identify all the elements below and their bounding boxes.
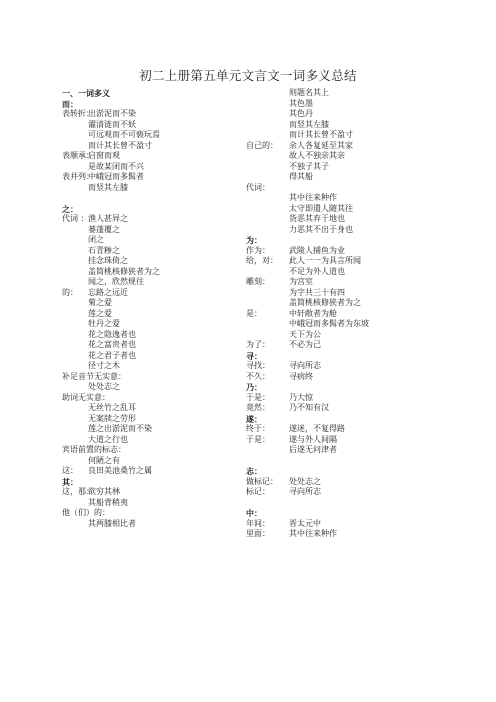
- example-sentence: 启窗而观: [88, 151, 120, 160]
- example-sentence: 寻向所志: [289, 361, 321, 370]
- entry-row: [62, 109, 262, 120]
- meaning-label: 表并列：: [62, 172, 94, 181]
- example-sentence: 是故某闭而不兴: [88, 161, 144, 171]
- meaning-label: 表顺承：: [62, 151, 94, 160]
- entry-row: [62, 319, 262, 330]
- meaning-label: 自己的：: [246, 140, 278, 150]
- example-sentence: 牡丹之爱: [88, 319, 120, 328]
- entry-row: [62, 172, 262, 183]
- meaning-label: 是：: [246, 308, 262, 318]
- entry-row: [62, 151, 262, 162]
- section-heading: [246, 466, 456, 477]
- entry-row: [62, 193, 262, 204]
- entry-row: [246, 183, 456, 194]
- entry-row: [62, 498, 262, 509]
- example-sentence: 欲穷其林: [88, 487, 120, 496]
- example-sentence: 中轩敞者为舱: [289, 308, 337, 318]
- entry-row: [62, 519, 262, 530]
- entry-row: [62, 120, 262, 131]
- example-sentence: 为字共三十有四: [289, 287, 345, 297]
- meaning-label: 表转折：: [62, 109, 94, 118]
- entry-row: [246, 319, 456, 330]
- example-sentence: 无案牍之劳形: [88, 413, 136, 423]
- section-heading: [246, 351, 456, 362]
- entry-row: [246, 477, 456, 488]
- entry-row: [246, 246, 456, 257]
- example-sentence: 寻向所志: [289, 487, 321, 496]
- entry-row: [62, 246, 262, 257]
- example-sentence: 得其船: [289, 172, 313, 181]
- example-sentence: 莲之爱: [88, 308, 112, 318]
- entry-row: [62, 225, 262, 236]
- entry-row: [246, 151, 456, 162]
- entry-row: [62, 361, 262, 372]
- entry-row: [246, 277, 456, 288]
- entry-row: [62, 403, 262, 414]
- entry-row: [62, 445, 262, 456]
- meaning-label: 的：: [62, 287, 78, 297]
- entry-row: [246, 162, 456, 173]
- right-column: [246, 88, 456, 540]
- meaning-label: 他（们）的：: [62, 508, 110, 517]
- entry-row: [246, 361, 456, 372]
- example-sentence: 其色丹: [289, 109, 313, 118]
- example-sentence: 闭之: [88, 235, 104, 244]
- example-sentence: 石青糁之: [88, 245, 120, 255]
- heading-label: 为：: [246, 235, 262, 245]
- example-sentence: 后遂无问津者: [289, 445, 337, 454]
- section-heading: [246, 235, 456, 246]
- meaning-label: 这，那：: [62, 487, 94, 496]
- entry-row: [62, 351, 262, 362]
- entry-row: [246, 130, 456, 141]
- entry-row: [62, 256, 262, 267]
- example-sentence: 而竖其左膝: [88, 182, 128, 192]
- example-sentence: 菊之爱: [88, 298, 112, 307]
- example-sentence: 盖简桃核修狭者为之: [289, 298, 361, 307]
- section-heading: [62, 88, 262, 99]
- example-sentence: 不足为外人道也: [289, 266, 345, 276]
- heading-label: 之：: [62, 203, 78, 214]
- example-sentence: 良田美池桑竹之属: [88, 466, 152, 475]
- entry-row: [62, 466, 262, 477]
- meaning-label: 于是：: [246, 392, 270, 402]
- example-sentence: 盖简桃核修狭者为之: [88, 266, 160, 276]
- example-sentence: 何陋之有: [88, 455, 120, 465]
- meaning-label: 年间：: [246, 518, 270, 528]
- entry-row: [246, 435, 456, 446]
- meaning-label: 里面：: [246, 529, 270, 538]
- example-sentence: 花之隐逸者也: [88, 329, 136, 339]
- entry-row: [62, 183, 262, 194]
- example-sentence: 其两膝相比者: [88, 518, 136, 528]
- entry-row: [62, 267, 262, 278]
- meaning-label: 代词 ：: [62, 214, 89, 223]
- example-sentence: 遂迷，不复得路: [289, 424, 345, 433]
- meaning-label: 寻找：: [246, 361, 270, 370]
- meaning-label: 终于：: [246, 424, 270, 433]
- entry-row: [246, 204, 456, 215]
- example-sentence: 遂与外人间隔: [289, 434, 337, 444]
- entry-row: [246, 519, 456, 530]
- entry-row: [246, 487, 456, 498]
- entry-row: [246, 141, 456, 152]
- example-sentence: 武陵人捕鱼为业: [289, 245, 345, 255]
- entry-row: [246, 88, 456, 99]
- section-heading: [62, 477, 262, 488]
- example-sentence: 忘路之远近: [88, 287, 128, 297]
- example-sentence: 货恶其弃于地也: [289, 214, 345, 223]
- example-sentence: 其色墨: [289, 98, 313, 108]
- entry-row: [246, 256, 456, 267]
- meaning-label: 作为：: [246, 245, 270, 255]
- entry-row: [62, 235, 262, 246]
- example-sentence: 花之君子者也: [88, 350, 136, 360]
- section-heading: [246, 414, 456, 425]
- entry-row: [246, 120, 456, 131]
- example-sentence: 此人一一为具言所闻: [289, 256, 361, 265]
- entry-row: [246, 456, 456, 467]
- entry-row: [246, 393, 456, 404]
- meaning-label: 这：: [62, 466, 78, 475]
- meaning-label: 给，对：: [246, 256, 278, 265]
- entry-row: [62, 435, 262, 446]
- example-sentence: 其中往来种作: [289, 529, 337, 538]
- entry-row: [62, 214, 262, 225]
- meaning-label: 雕刻：: [246, 277, 270, 286]
- meaning-label: 做标记：: [246, 476, 278, 486]
- entry-row: [62, 372, 262, 383]
- example-sentence: 莲之出淤泥而不染: [88, 424, 152, 433]
- entry-row: [62, 330, 262, 341]
- heading-label: 志：: [246, 466, 262, 476]
- entry-row: [62, 130, 262, 141]
- section-heading: [246, 382, 456, 393]
- example-sentence: 而计其长曾不盈寸: [88, 140, 152, 150]
- example-sentence: 可远观而不可亵玩焉: [88, 130, 160, 139]
- section-heading: [246, 508, 456, 519]
- example-sentence: 出淤泥而不染: [88, 109, 136, 118]
- example-sentence: 濯清涟而不妖: [88, 119, 136, 129]
- example-sentence: 花之富贵者也: [88, 340, 136, 349]
- meaning-label: 宾语前置的标志：: [62, 445, 126, 454]
- example-sentence: 渔人甚异之: [88, 214, 128, 223]
- entry-row: [62, 456, 262, 467]
- entry-row: [62, 277, 262, 288]
- entry-row: [62, 340, 262, 351]
- entry-row: [62, 393, 262, 404]
- entry-row: [62, 298, 262, 309]
- example-sentence: 径寸之木: [88, 361, 120, 370]
- example-sentence: 而竖其左膝: [289, 119, 329, 129]
- entry-row: [62, 508, 262, 519]
- entry-row: [246, 298, 456, 309]
- meaning-label: 于是：: [246, 434, 270, 444]
- entry-row: [246, 309, 456, 320]
- entry-row: [246, 330, 456, 341]
- entry-row: [246, 340, 456, 351]
- heading-label: 乃：: [246, 382, 262, 392]
- example-sentence: 不必为己: [289, 340, 321, 349]
- meaning-label: 补足音节无实意：: [62, 371, 126, 381]
- heading-label: 而：: [62, 98, 78, 109]
- example-sentence: 其船背稍夷: [88, 497, 128, 507]
- example-sentence: 其中往来种作: [289, 193, 337, 202]
- entry-row: [246, 193, 456, 204]
- example-sentence: 不独子其子: [289, 161, 329, 171]
- left-column: [62, 88, 262, 529]
- example-sentence: 无丝竹之乱耳: [88, 403, 136, 412]
- entry-row: [62, 162, 262, 173]
- example-sentence: 处处志之: [88, 382, 120, 391]
- meaning-label: 代词：: [246, 182, 270, 192]
- entry-row: [246, 267, 456, 278]
- example-sentence: 寻病终: [289, 371, 313, 381]
- example-sentence: 中峨冠而多髯者为东坡: [289, 319, 369, 328]
- example-sentence: 蒌蓬覆之: [88, 224, 120, 234]
- meaning-label: 助词无实意：: [62, 392, 110, 402]
- example-sentence: 中峨冠而多髯者: [88, 172, 144, 181]
- meaning-label: 不久：: [246, 371, 270, 381]
- heading-label: 寻：: [246, 350, 262, 361]
- example-sentence: 力恶其不出于身也: [289, 224, 353, 234]
- meaning-label: 标记：: [246, 487, 270, 496]
- meaning-label: 为了：: [246, 340, 270, 349]
- example-sentence: 处处志之: [289, 476, 321, 486]
- example-sentence: 晋太元中: [289, 518, 321, 528]
- example-sentence: 天下为公: [289, 329, 321, 339]
- example-sentence: 乃大惊: [289, 392, 313, 402]
- heading-label: 中：: [246, 508, 262, 518]
- entry-row: [246, 109, 456, 120]
- entry-row: [246, 214, 456, 225]
- section-heading: [62, 204, 262, 215]
- entry-row: [246, 403, 456, 414]
- example-sentence: 余人各复延至其家: [289, 140, 353, 150]
- heading-label: 遂：: [246, 413, 262, 424]
- entry-row: [62, 288, 262, 299]
- entry-row: [246, 424, 456, 435]
- heading-label: 一、一词多义: [62, 88, 110, 98]
- entry-row: [246, 498, 456, 509]
- entry-row: [246, 372, 456, 383]
- entry-row: [62, 487, 262, 498]
- entry-row: [62, 414, 262, 425]
- entry-row: [62, 382, 262, 393]
- entry-row: [246, 445, 456, 456]
- heading-label: 其：: [62, 476, 78, 487]
- example-sentence: 为宫室: [289, 277, 313, 286]
- page-title: 初二上册第五单元文言文一词多义总结: [139, 68, 357, 83]
- entry-row: [246, 288, 456, 299]
- entry-row: [62, 424, 262, 435]
- example-sentence: 闻之，欣然规往: [88, 277, 144, 286]
- example-sentence: 则题名其上: [289, 88, 329, 97]
- example-sentence: 挂念珠倚之: [88, 256, 128, 265]
- section-heading: [62, 99, 262, 110]
- example-sentence: 乃不知有汉: [289, 403, 329, 412]
- entry-row: [62, 309, 262, 320]
- entry-row: [246, 225, 456, 236]
- example-sentence: 大道之行也: [88, 434, 128, 444]
- entry-row: [62, 141, 262, 152]
- meaning-label: 竟然：: [246, 403, 270, 412]
- example-sentence: 而计其长曾不盈寸: [289, 130, 353, 139]
- example-sentence: 故人不独亲其亲: [289, 151, 345, 160]
- entry-row: [246, 529, 456, 540]
- entry-row: [246, 172, 456, 183]
- example-sentence: 太守即遣人随其往: [289, 203, 353, 213]
- entry-row: [246, 99, 456, 110]
